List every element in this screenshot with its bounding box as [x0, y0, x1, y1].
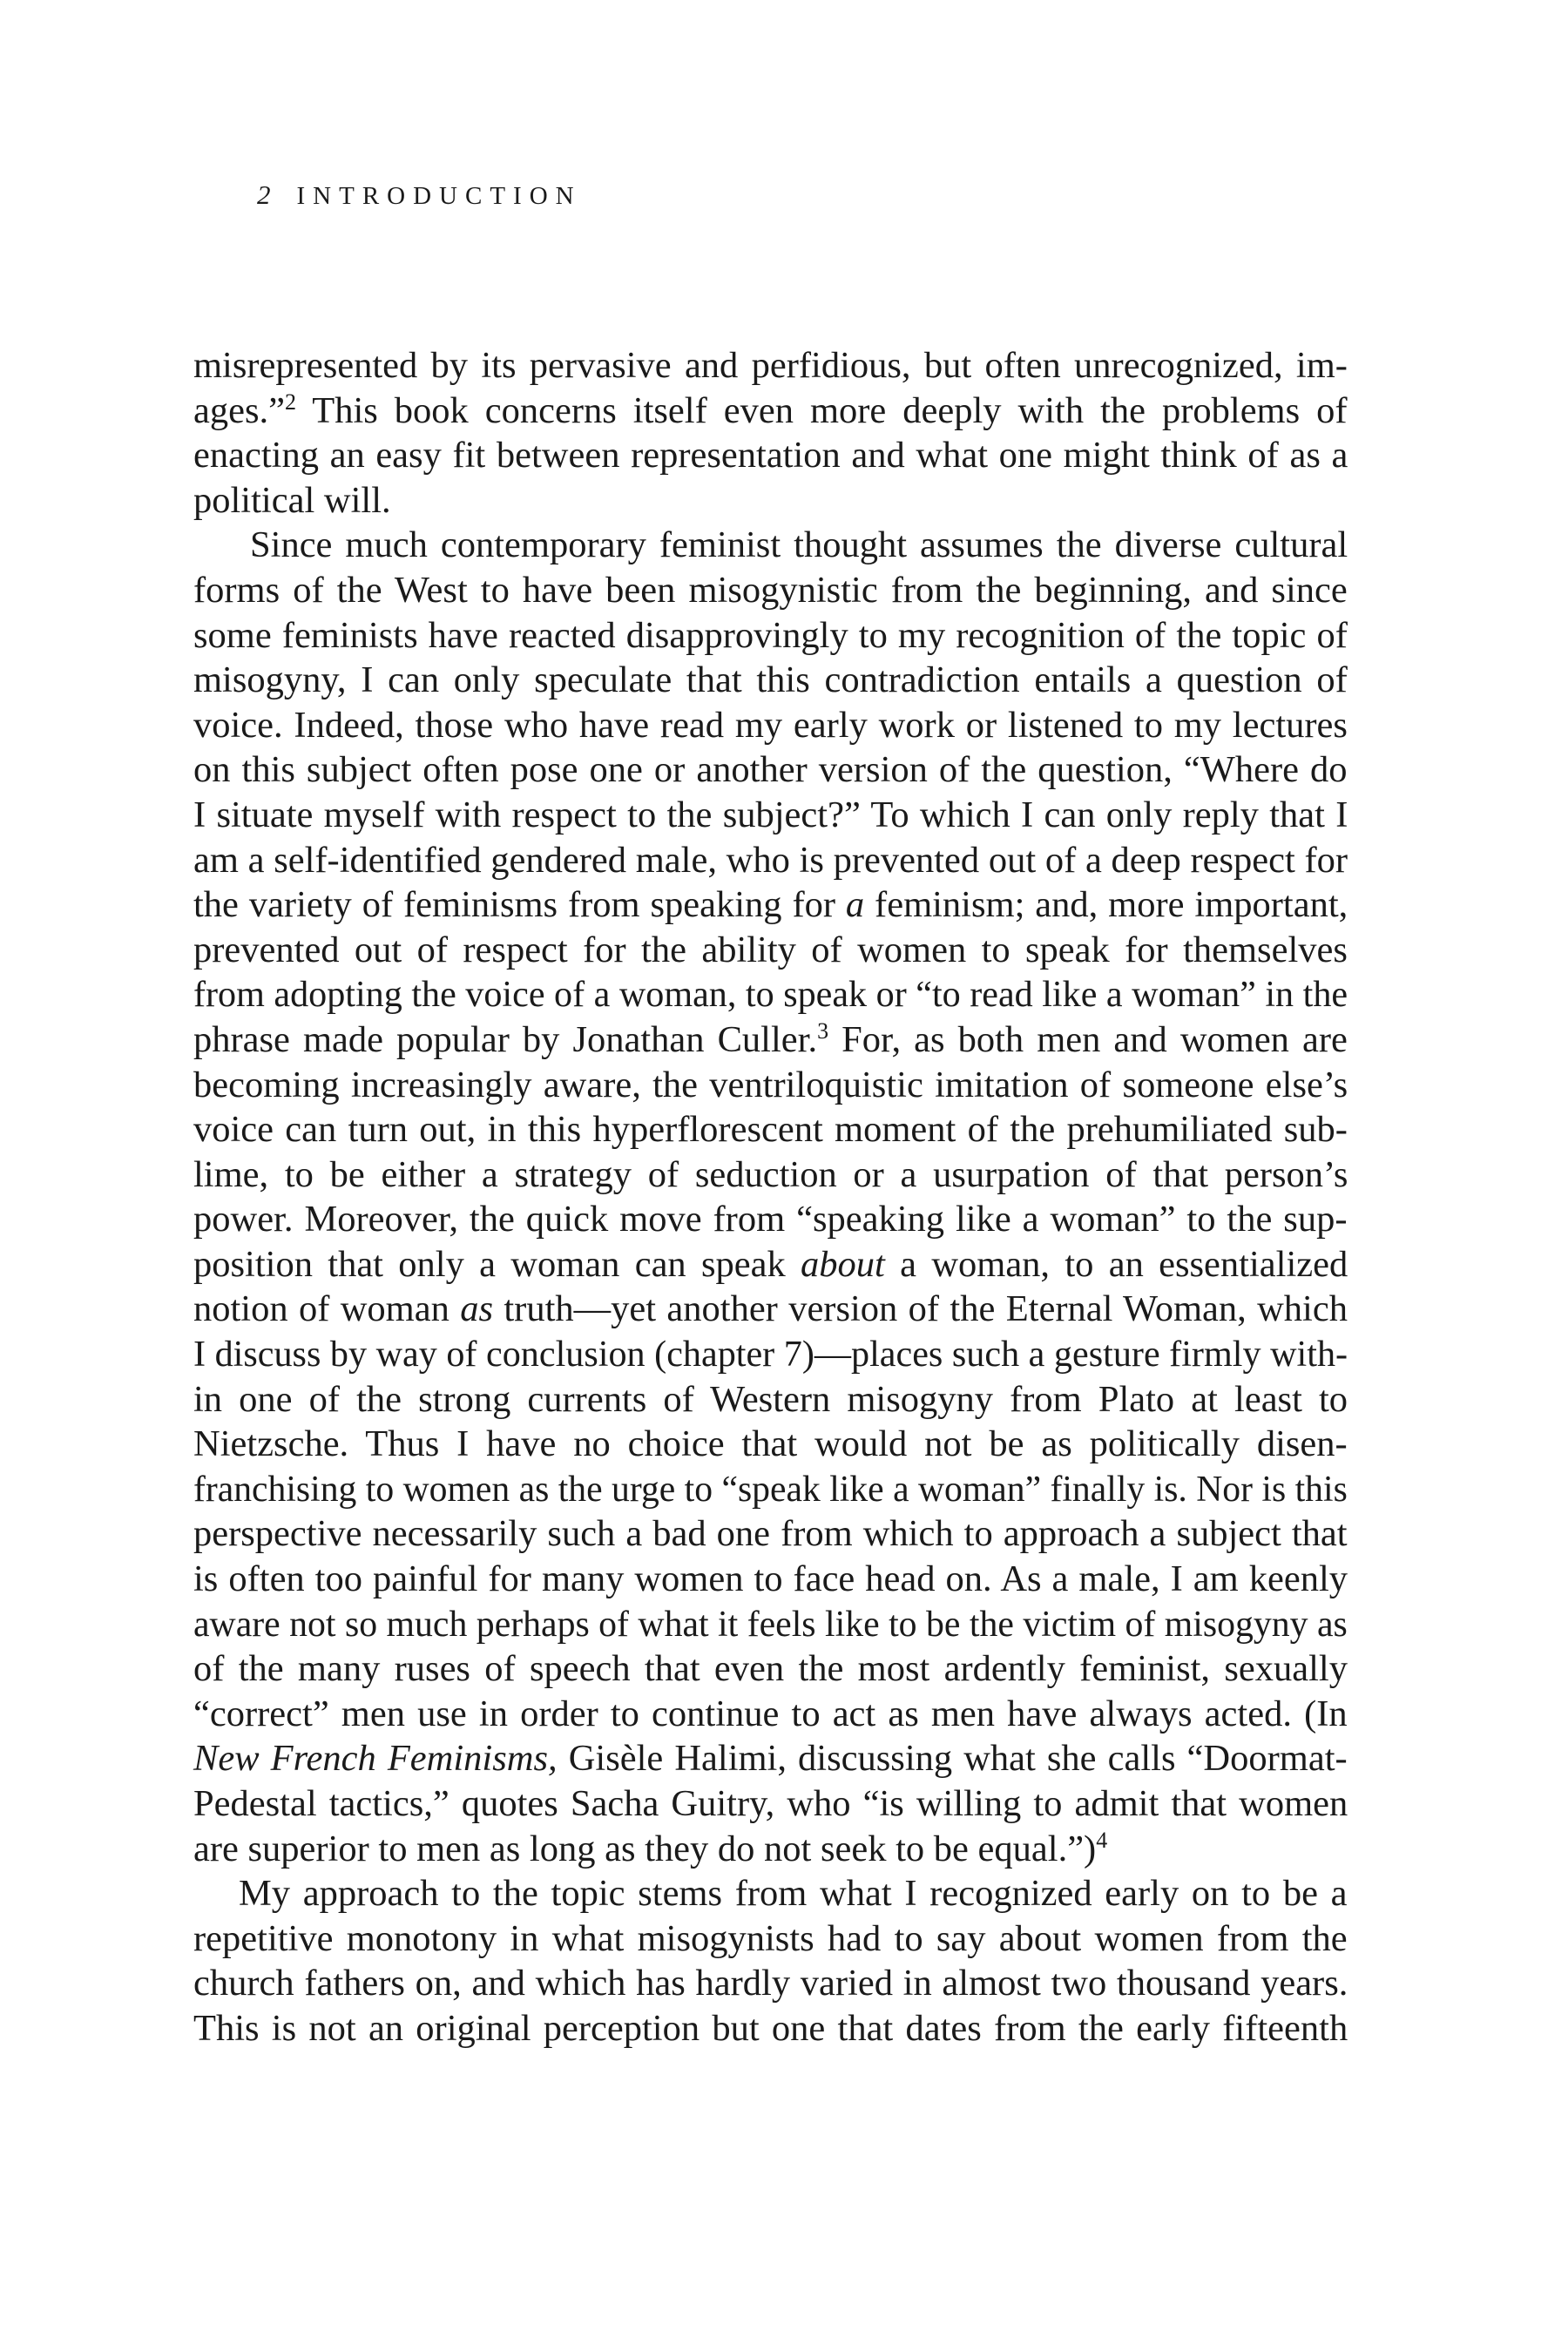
footnote-ref-2: 2 — [285, 389, 297, 415]
text-line: power. Moreover, the quick move from “speaking like a woman” to the sup- — [193, 1199, 1348, 1240]
body-text — [193, 343, 1348, 2051]
section-title: INTRODUCTION — [296, 182, 582, 210]
footnote-ref-3: 3 — [817, 1017, 829, 1044]
text-line: lime, to be either a strategy of seduction or a usurpation of that person’s — [193, 1153, 1348, 1195]
text-line: This is not an original perception but one that dates from the early fifteenth — [193, 2007, 1348, 2049]
text-line: church fathers on, and which has hardly varied in almost two thousand years. — [193, 1963, 1348, 2004]
text-line: franchising to women as the urge to “speak like a woman” finally is. Nor is this — [193, 1468, 1348, 1510]
text-line: New French Feminisms, Gisèle Halimi, discussing what she calls “Doormat- — [193, 1738, 1348, 1780]
text-line: perspective necessarily such a bad one from which to approach a subject that — [193, 1513, 1348, 1555]
text-line: repetitive monotony in what misogynists had to say about women from the — [193, 1917, 1348, 1959]
text-line: voice. Indeed, those who have read my early work or listened to my lectures — [193, 704, 1348, 746]
paragraph-start: Since much contemporary feminist thought assumes the diverse cultural — [250, 524, 1348, 566]
text-line: some feminists have reacted disapprovingly to my recognition of the topic of — [193, 614, 1348, 656]
text-line: ages.”$^2$ This book concerns itself even more deeply with the problems of — [193, 389, 1348, 431]
text-line: voice can turn out, in this hyperflorescent moment of the prehumiliated sub- — [193, 1109, 1348, 1151]
text-line: is often too painful for many women to face head on. As a male, I am keenly — [193, 1558, 1348, 1600]
text-line: I discuss by way of conclusion (chapter 7)—places such a gesture firmly with- — [193, 1334, 1348, 1375]
running-header — [257, 178, 582, 213]
text-line: I situate myself with respect to the subject?” To which I can only reply that I — [193, 794, 1348, 835]
text-line: notion of woman as truth—yet another version of the Eternal Woman, which — [193, 1288, 1348, 1330]
text-line: becoming increasingly aware, the ventriloquistic imitation of someone else’s — [193, 1064, 1348, 1105]
footnote-ref-4: 4 — [1096, 1827, 1108, 1853]
text-line: Pedestal tactics,” quotes Sacha Guitry, who “is willing to admit that women — [193, 1783, 1348, 1824]
text-line: misogyny, I can only speculate that this contradiction entails a question of — [193, 659, 1348, 701]
text-line: prevented out of respect for the ability of women to speak for themselves — [193, 929, 1348, 970]
page-number: 2 — [257, 179, 271, 210]
text-line: enacting an easy fit between representation and what one might think of as a — [193, 435, 1348, 476]
text-line: are superior to men as long as they do not seek to be equal.”)$^4$ — [193, 1827, 1108, 1869]
text-line: forms of the West to have been misogynistic from the beginning, and since — [193, 569, 1348, 611]
text-line: phrase made popular by Jonathan Culler.$^3$ For, as both men and women are — [193, 1017, 1348, 1060]
text-line: political will. — [193, 479, 391, 521]
text-line: am a self-identified gendered male, who is prevented out of a deep respect for — [193, 839, 1348, 881]
paragraph-start: My approach to the topic stems from what I recognized early on to be a — [239, 1873, 1348, 1915]
text-line: the variety of feminisms from speaking for a feminism; and, more important, — [193, 884, 1348, 926]
text-line: in one of the strong currents of Western misogyny from Plato at least to — [193, 1378, 1348, 1420]
text-line: position that only a woman can speak about a woman, to an essentialized — [193, 1243, 1348, 1285]
text-line: on this subject often pose one or another version of the question, “Where do — [193, 749, 1348, 791]
text-line: misrepresented by its pervasive and perfidious, but often unrecognized, im- — [193, 345, 1348, 386]
text-line: of the many ruses of speech that even the most ardently feminist, sexually — [193, 1648, 1348, 1690]
text-line: from adopting the voice of a woman, to speak or “to read like a woman” in the — [193, 974, 1348, 1016]
text-line: aware not so much perhaps of what it feels like to be the victim of misogyny as — [193, 1603, 1348, 1645]
text-line: Nietzsche. Thus I have no choice that would not be as politically disen- — [193, 1423, 1348, 1465]
text-line: “correct” men use in order to continue to act as men have always acted. (In — [193, 1693, 1348, 1734]
